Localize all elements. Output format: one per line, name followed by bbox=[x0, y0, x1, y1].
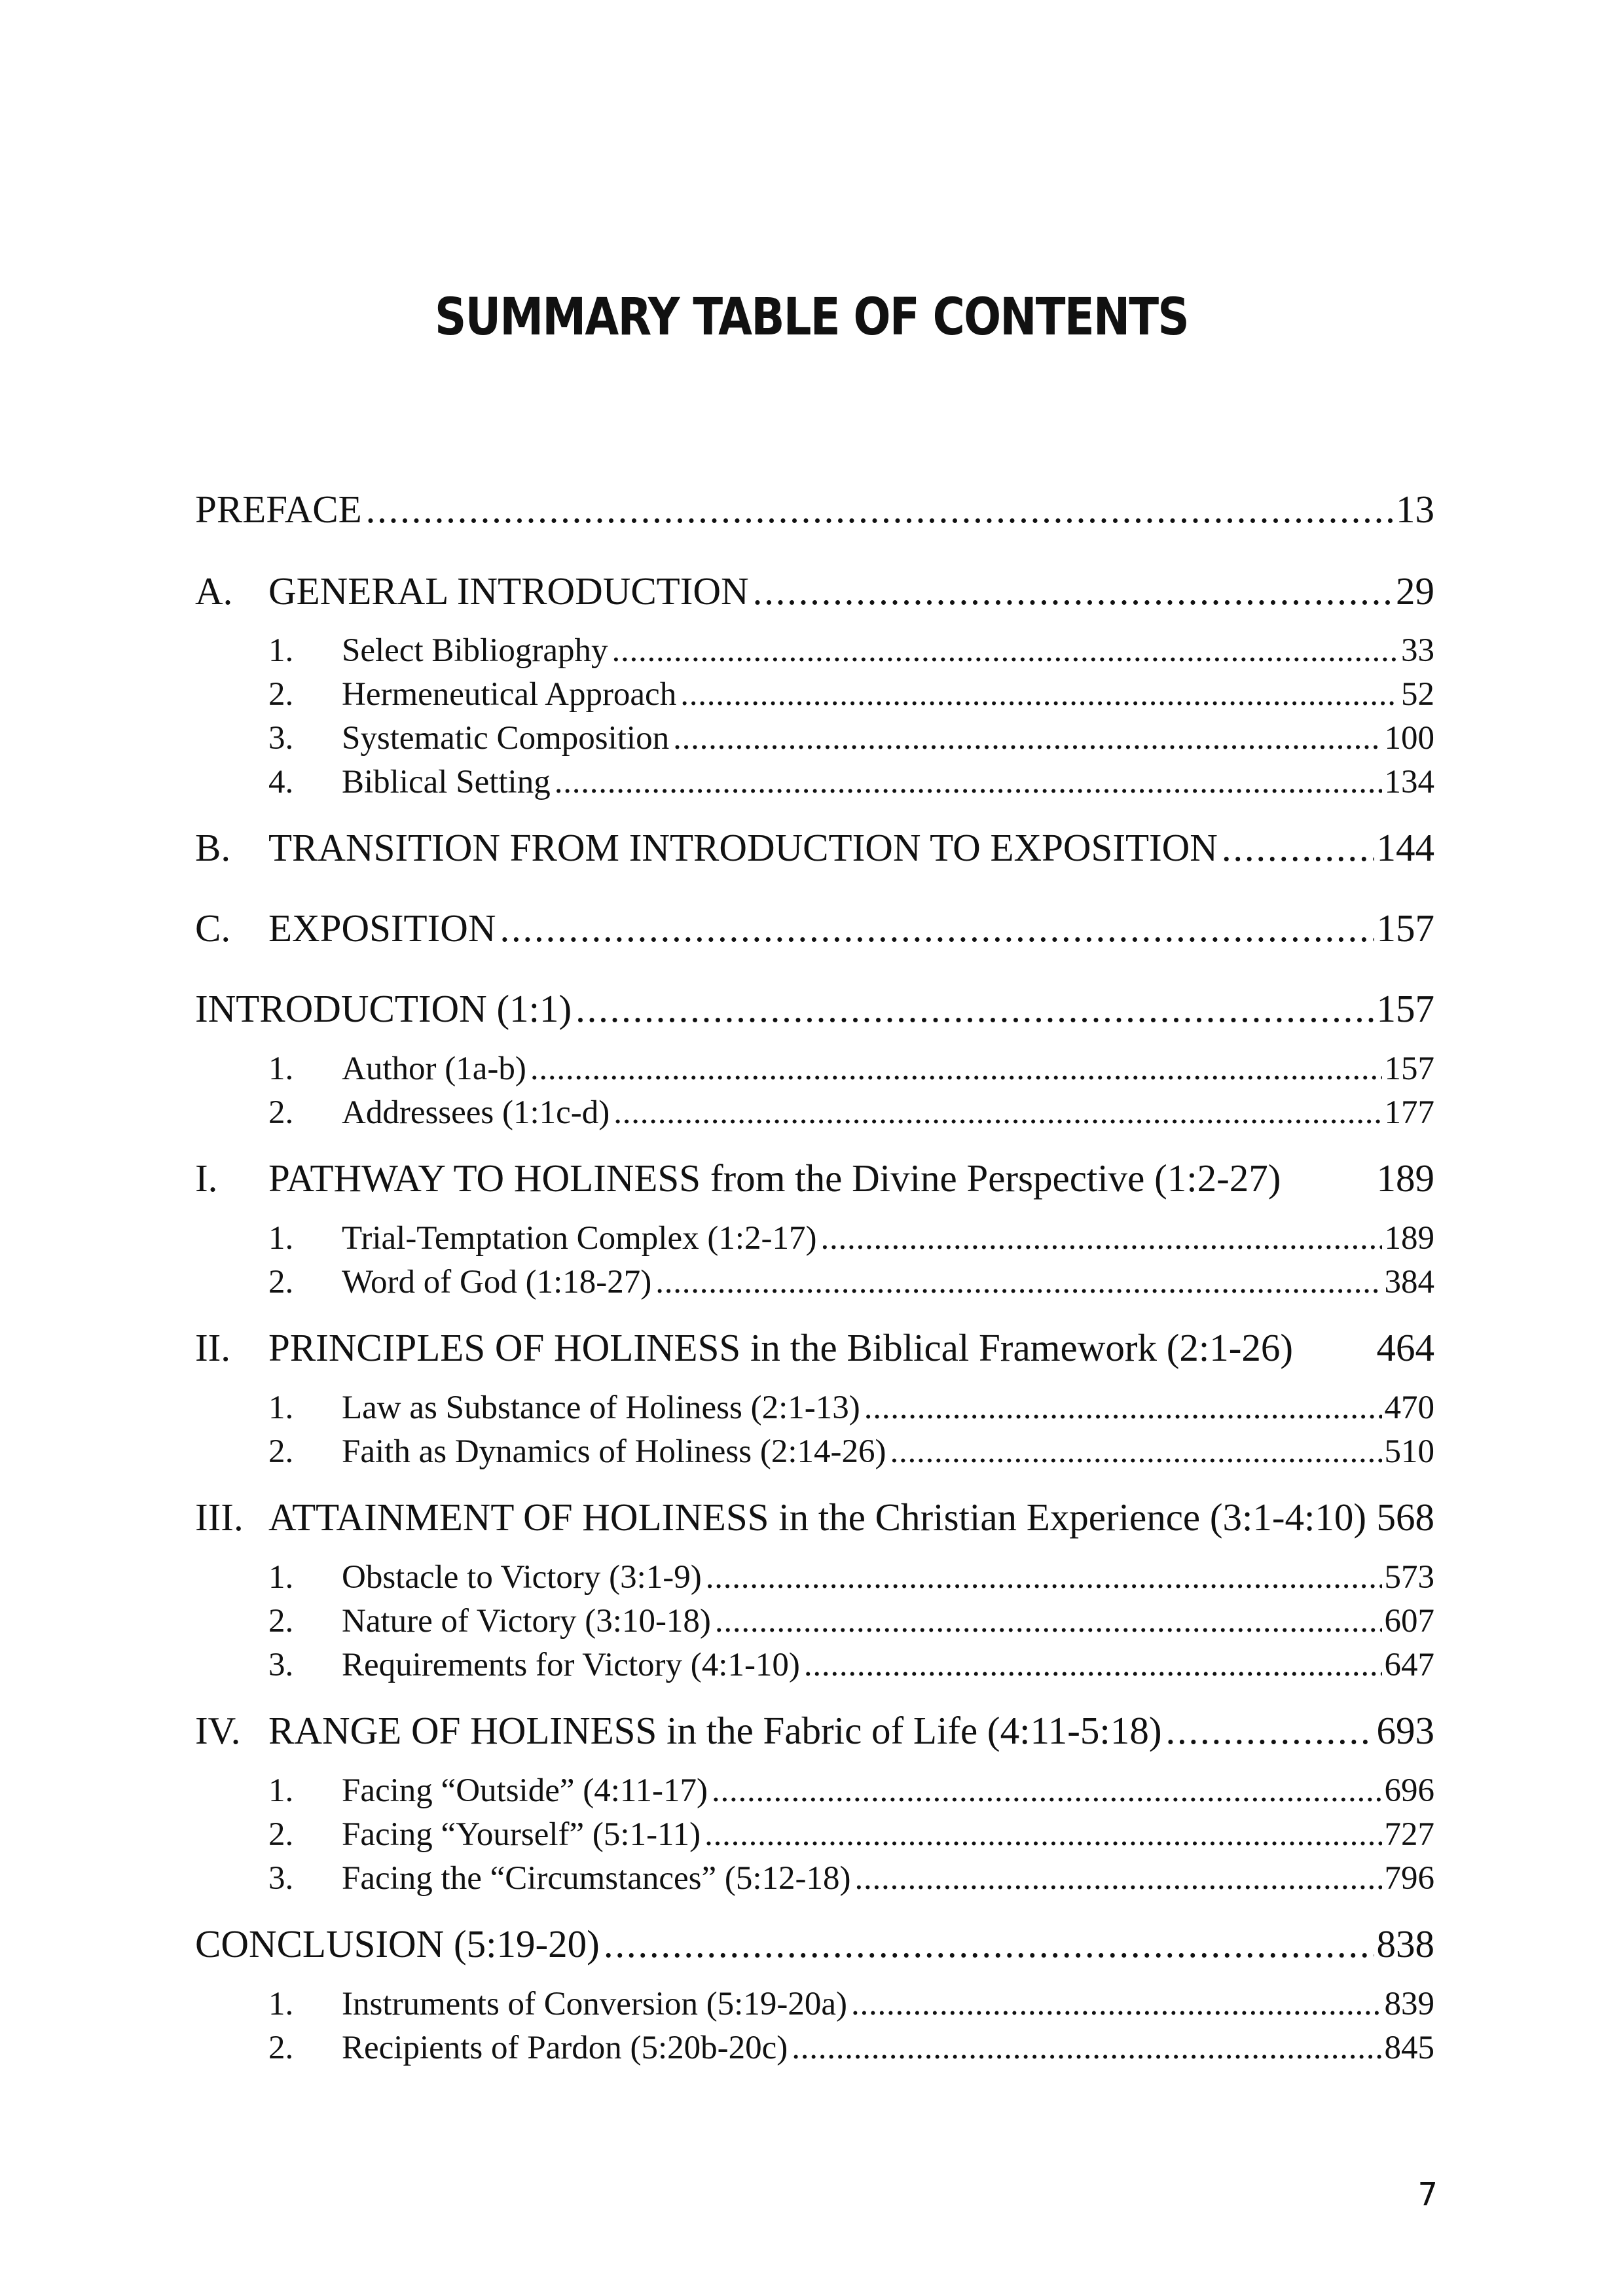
entry-page-number: 696 bbox=[1384, 1772, 1434, 1809]
dot-leader bbox=[788, 2029, 1381, 2068]
entry-number: 2. bbox=[268, 1094, 294, 1131]
dot-leader bbox=[708, 1772, 1382, 1810]
entry-number: 1. bbox=[268, 1559, 294, 1596]
entry-number: 2. bbox=[268, 1264, 294, 1300]
entry-number: 2. bbox=[268, 1816, 294, 1853]
entry-number: 2. bbox=[268, 2030, 294, 2066]
toc-subentry bbox=[268, 1816, 1434, 1854]
dot-leader bbox=[600, 1922, 1374, 1967]
entry-title: INTRODUCTION (1:1) bbox=[195, 987, 572, 1030]
entry-title: Facing “Outside” (4:11-17) bbox=[342, 1772, 708, 1809]
dot-leader bbox=[551, 763, 1382, 802]
entry-page-number: 52 bbox=[1401, 676, 1434, 713]
dot-leader bbox=[1161, 1709, 1374, 1753]
entry-page-number: 845 bbox=[1384, 2030, 1434, 2066]
entry-title: Trial-Temptation Complex (1:2-17) bbox=[342, 1220, 817, 1257]
entry-title: Instruments of Conversion (5:19-20a) bbox=[342, 1986, 847, 2022]
entry-page-number: 693 bbox=[1376, 1709, 1434, 1752]
toc-entry bbox=[195, 906, 1434, 951]
toc-subentry bbox=[268, 1646, 1434, 1685]
entry-page-number: 573 bbox=[1384, 1559, 1434, 1596]
entry-title: Requirements for Victory (4:1-10) bbox=[342, 1647, 800, 1683]
entry-number: 1. bbox=[268, 1050, 294, 1087]
toc-subentry bbox=[268, 632, 1434, 670]
toc-subentry bbox=[268, 2029, 1434, 2068]
toc-entry bbox=[195, 1326, 1434, 1371]
dot-leader bbox=[800, 1646, 1382, 1685]
entry-page-number: 189 bbox=[1376, 1157, 1434, 1200]
toc-entry bbox=[195, 987, 1434, 1031]
entry-page-number: 29 bbox=[1396, 569, 1434, 613]
entry-number: A. bbox=[195, 569, 233, 613]
entry-page-number: 144 bbox=[1376, 826, 1434, 869]
toc-subentry bbox=[268, 675, 1434, 714]
entry-title: Recipients of Pardon (5:20b-20c) bbox=[342, 2030, 788, 2066]
toc-subentry bbox=[268, 1859, 1434, 1898]
entry-page-number: 796 bbox=[1384, 1860, 1434, 1897]
entry-page-number: 464 bbox=[1376, 1326, 1434, 1369]
entry-title: ATTAINMENT OF HOLINESS in the Christian Experience (3:1-4:10) bbox=[268, 1496, 1367, 1539]
entry-number: B. bbox=[195, 826, 231, 869]
entry-page-number: 607 bbox=[1384, 1603, 1434, 1640]
entry-number: 1. bbox=[268, 1220, 294, 1257]
dot-leader bbox=[610, 1094, 1381, 1132]
page-number: 7 bbox=[1417, 2176, 1438, 2213]
entry-title: Systematic Composition bbox=[342, 720, 670, 757]
dot-leader bbox=[572, 987, 1374, 1031]
entry-page-number: 177 bbox=[1384, 1094, 1434, 1131]
dot-leader bbox=[851, 1859, 1382, 1898]
toc-subentry bbox=[268, 1602, 1434, 1641]
toc-subentry bbox=[268, 1558, 1434, 1597]
entry-number: 2. bbox=[268, 1433, 294, 1470]
entry-title: Facing “Yourself” (5:1-11) bbox=[342, 1816, 701, 1853]
entry-page-number: 100 bbox=[1384, 720, 1434, 757]
toc-subentry bbox=[268, 1772, 1434, 1810]
entry-number: 3. bbox=[268, 1647, 294, 1683]
entry-number: 1. bbox=[268, 632, 294, 669]
toc-subentry bbox=[268, 1389, 1434, 1427]
entry-title: PRINCIPLES OF HOLINESS in the Biblical Framework (2:1-26) bbox=[268, 1326, 1294, 1369]
dot-leader bbox=[651, 1263, 1381, 1302]
dot-leader bbox=[816, 1219, 1381, 1258]
dot-leader bbox=[847, 1985, 1382, 2024]
entry-page-number: 838 bbox=[1376, 1922, 1434, 1965]
entry-page-number: 13 bbox=[1396, 488, 1434, 531]
entry-number: 3. bbox=[268, 1860, 294, 1897]
entry-title: Faith as Dynamics of Holiness (2:14-26) bbox=[342, 1433, 886, 1470]
entry-number: I. bbox=[195, 1157, 218, 1200]
entry-number: 1. bbox=[268, 1390, 294, 1426]
toc-subentry bbox=[268, 1050, 1434, 1088]
entry-title: CONCLUSION (5:19-20) bbox=[195, 1922, 600, 1965]
entry-page-number: 157 bbox=[1384, 1050, 1434, 1087]
dot-leader bbox=[711, 1602, 1382, 1641]
dot-leader bbox=[701, 1816, 1381, 1854]
entry-title: Nature of Victory (3:10-18) bbox=[342, 1603, 711, 1640]
entry-page-number: 510 bbox=[1384, 1433, 1434, 1470]
dot-leader bbox=[362, 488, 1393, 532]
entry-page-number: 647 bbox=[1384, 1647, 1434, 1683]
dot-leader bbox=[702, 1558, 1382, 1597]
toc-entry bbox=[195, 1496, 1434, 1540]
entry-title: Word of God (1:18-27) bbox=[342, 1264, 652, 1300]
dot-leader bbox=[860, 1389, 1382, 1427]
entry-title: PATHWAY TO HOLINESS from the Divine Perspective (1:2-27) bbox=[268, 1157, 1281, 1200]
dot-leader bbox=[886, 1433, 1381, 1471]
toc-entry bbox=[195, 569, 1434, 614]
entry-number: 1. bbox=[268, 1772, 294, 1809]
entry-title: Obstacle to Victory (3:1-9) bbox=[342, 1559, 702, 1596]
entry-number: 2. bbox=[268, 676, 294, 713]
toc-subentry bbox=[268, 719, 1434, 758]
toc-entry bbox=[195, 1922, 1434, 1967]
toc-subentry bbox=[268, 1433, 1434, 1471]
entry-title: GENERAL INTRODUCTION bbox=[268, 569, 749, 613]
entry-page-number: 157 bbox=[1376, 987, 1434, 1030]
entry-title: PREFACE bbox=[195, 488, 362, 531]
dot-leader bbox=[676, 675, 1398, 714]
toc-subentry bbox=[268, 1219, 1434, 1258]
entry-number: III. bbox=[195, 1496, 244, 1539]
entry-page-number: 157 bbox=[1376, 906, 1434, 950]
entry-title: Addressees (1:1c-d) bbox=[342, 1094, 610, 1131]
dot-leader bbox=[496, 906, 1374, 951]
entry-page-number: 470 bbox=[1384, 1390, 1434, 1426]
toc-entry bbox=[195, 488, 1434, 532]
toc-entry bbox=[195, 826, 1434, 870]
entry-title: Select Bibliography bbox=[342, 632, 608, 669]
entry-number: 3. bbox=[268, 720, 294, 757]
entry-page-number: 727 bbox=[1384, 1816, 1434, 1853]
entry-number: II. bbox=[195, 1326, 231, 1369]
entry-title: Facing the “Circumstances” (5:12-18) bbox=[342, 1860, 851, 1897]
entry-page-number: 384 bbox=[1384, 1264, 1434, 1300]
toc-subentry bbox=[268, 1263, 1434, 1302]
entry-number: 4. bbox=[268, 764, 294, 800]
entry-number: 1. bbox=[268, 1986, 294, 2022]
dot-leader bbox=[669, 719, 1381, 758]
dot-leader bbox=[749, 569, 1393, 614]
entry-title: Hermeneutical Approach bbox=[342, 676, 677, 713]
entry-title: Author (1a-b) bbox=[342, 1050, 526, 1087]
entry-number: 2. bbox=[268, 1603, 294, 1640]
toc-subentry bbox=[268, 763, 1434, 802]
page-title: SUMMARY TABLE OF CONTENTS bbox=[434, 288, 1189, 347]
entry-page-number: 568 bbox=[1376, 1496, 1434, 1539]
toc-entry bbox=[195, 1709, 1434, 1753]
entry-page-number: 839 bbox=[1384, 1986, 1434, 2022]
dot-leader bbox=[608, 632, 1398, 670]
entry-title: Biblical Setting bbox=[342, 764, 551, 800]
toc-subentry bbox=[268, 1985, 1434, 2024]
table-of-contents bbox=[195, 0, 1434, 2296]
entry-number: C. bbox=[195, 906, 231, 950]
entry-page-number: 134 bbox=[1384, 764, 1434, 800]
entry-page-number: 33 bbox=[1401, 632, 1434, 669]
entry-page-number: 189 bbox=[1384, 1220, 1434, 1257]
entry-title: RANGE OF HOLINESS in the Fabric of Life (4:11-5:18) bbox=[268, 1709, 1162, 1752]
toc-subentry bbox=[268, 1094, 1434, 1132]
dot-leader bbox=[526, 1050, 1382, 1088]
dot-leader bbox=[1218, 826, 1374, 870]
entry-title: Law as Substance of Holiness (2:1-13) bbox=[342, 1390, 860, 1426]
entry-title: TRANSITION FROM INTRODUCTION TO EXPOSITION bbox=[268, 826, 1218, 869]
entry-number: IV. bbox=[195, 1709, 241, 1752]
entry-title: EXPOSITION bbox=[268, 906, 496, 950]
toc-entry bbox=[195, 1157, 1434, 1201]
